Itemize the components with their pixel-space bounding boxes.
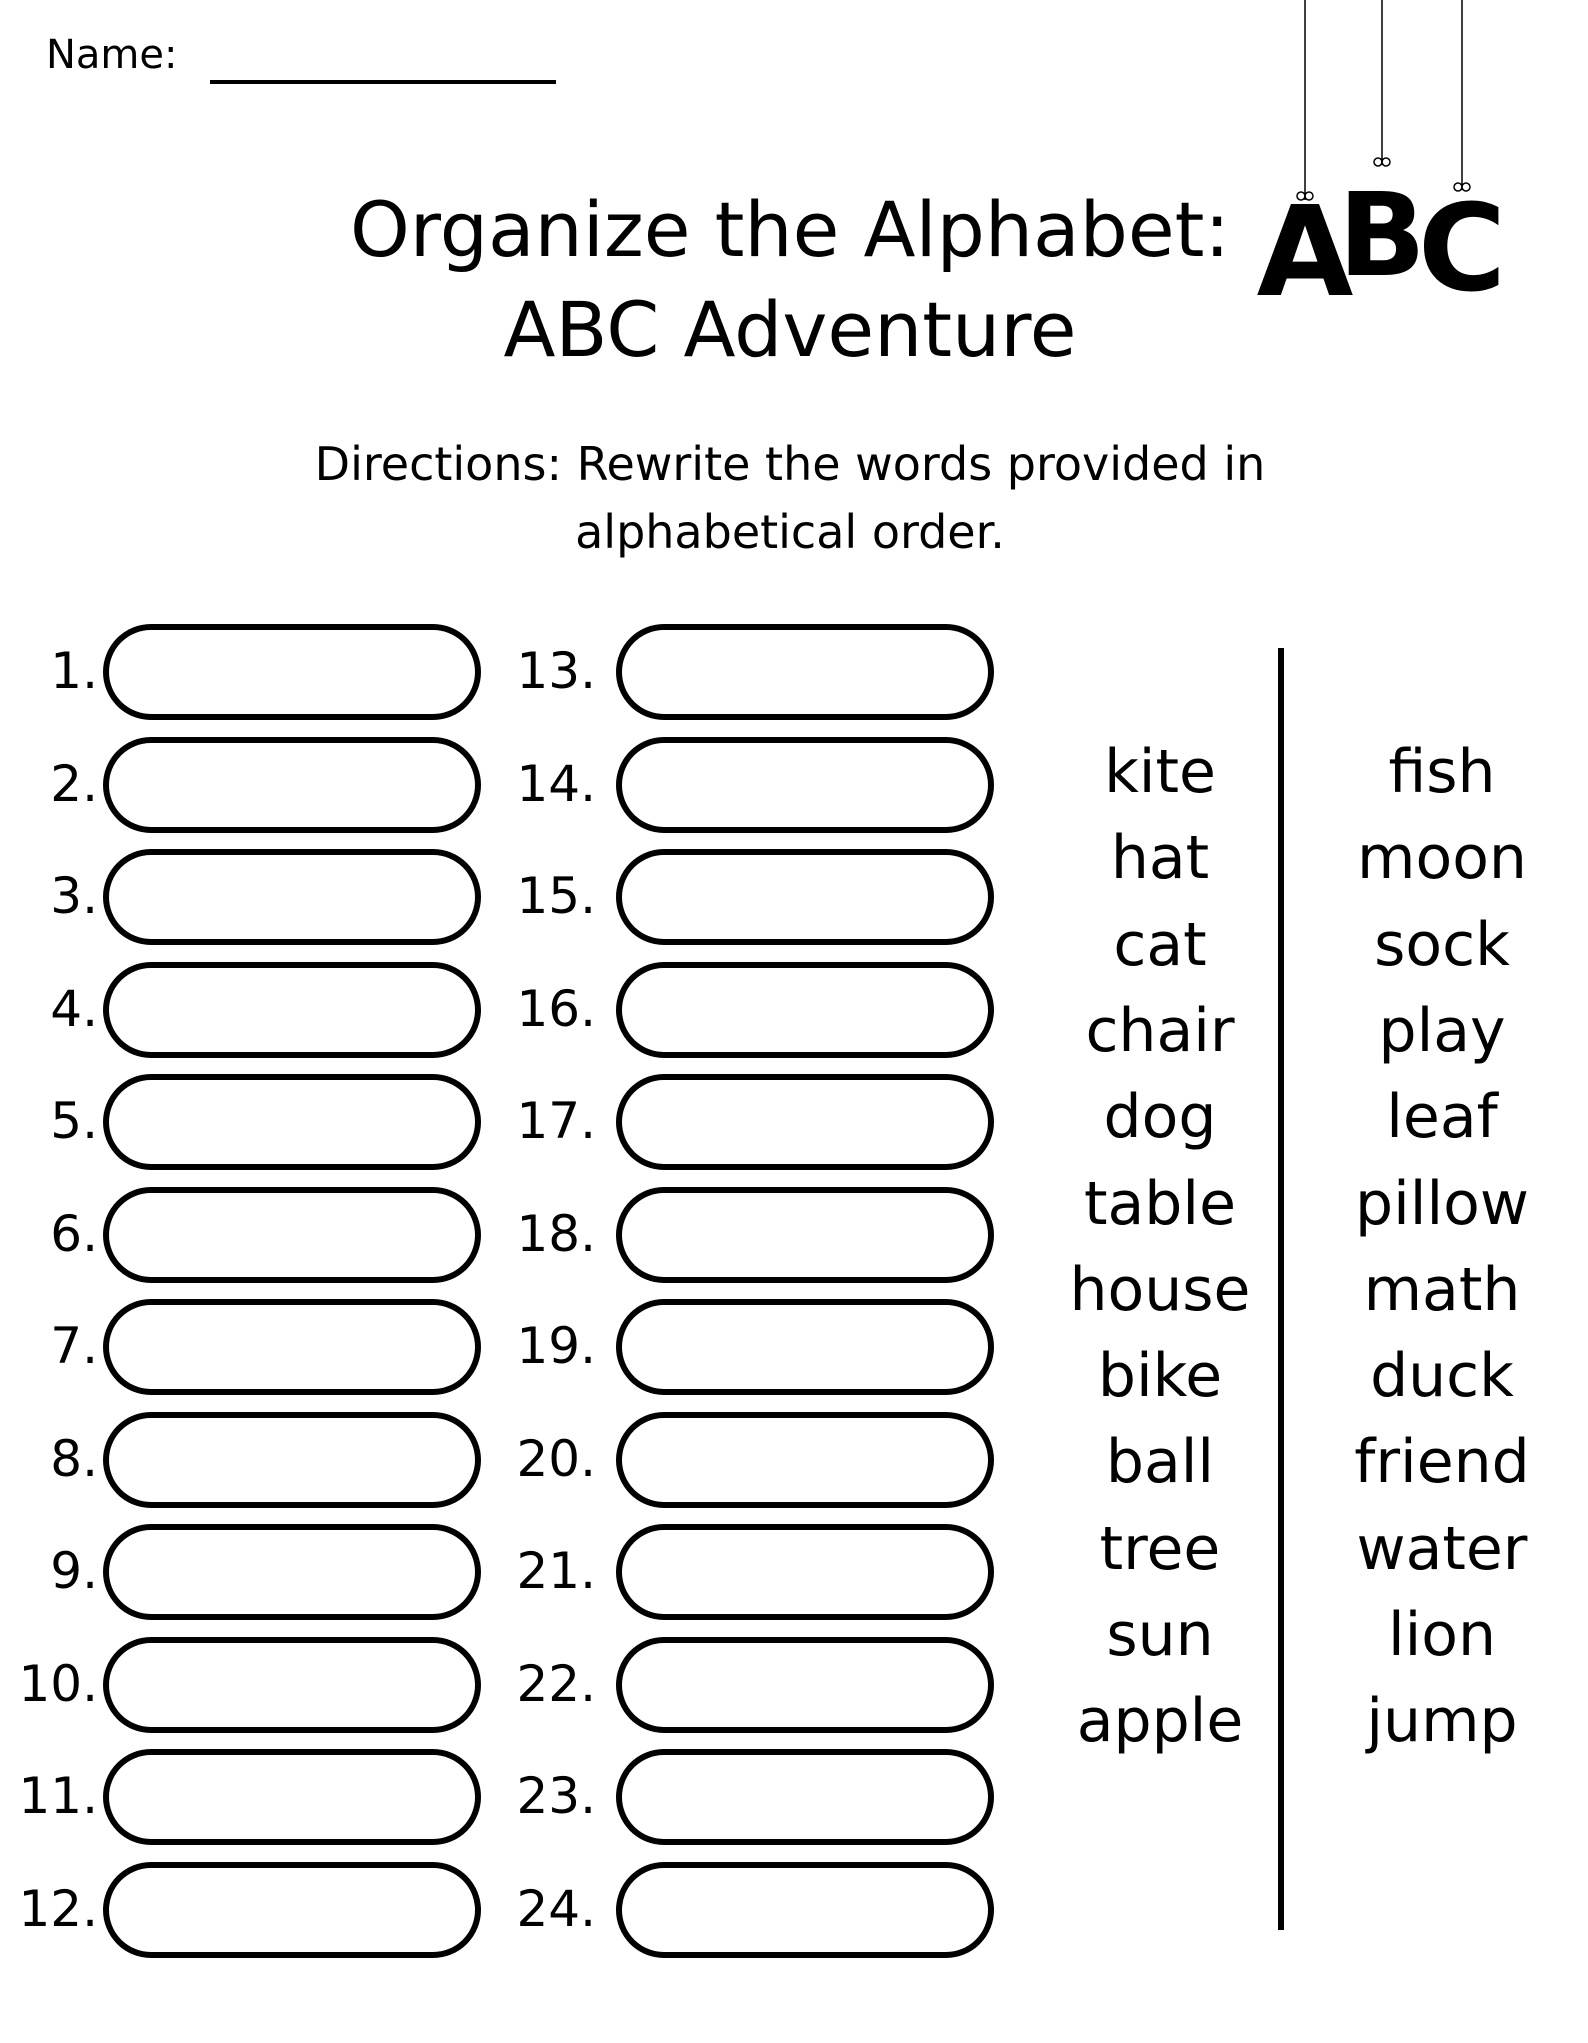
- answer-box[interactable]: [616, 1074, 994, 1170]
- answer-box[interactable]: [616, 962, 994, 1058]
- answer-box[interactable]: [103, 1637, 481, 1733]
- answer-number: 18.: [516, 1204, 596, 1263]
- answer-number: 8.: [50, 1429, 98, 1488]
- answer-number: 20.: [516, 1429, 596, 1488]
- answer-box[interactable]: [103, 1524, 481, 1620]
- name-label: Name:: [46, 32, 178, 78]
- deco-letter-c: C: [1417, 180, 1507, 310]
- answer-box[interactable]: [103, 1187, 481, 1283]
- word-bank-word: apple: [1076, 1686, 1244, 1757]
- word-bank-word: hat: [1110, 823, 1210, 894]
- answer-box[interactable]: [616, 1412, 994, 1508]
- hanging-abc-icon: [1250, 0, 1520, 310]
- word-bank-word: duck: [1370, 1341, 1514, 1412]
- answer-box[interactable]: [616, 1749, 994, 1845]
- answer-number: 11.: [18, 1767, 98, 1825]
- word-bank-word: pillow: [1355, 1168, 1529, 1239]
- answer-number: 16.: [516, 979, 596, 1038]
- word-bank-word: tree: [1099, 1513, 1221, 1584]
- answer-number: 24.: [516, 1879, 596, 1938]
- word-bank-word: leaf: [1386, 1082, 1498, 1153]
- answer-number: 23.: [516, 1767, 596, 1825]
- answer-box[interactable]: [103, 1412, 481, 1508]
- answer-box[interactable]: [103, 737, 481, 833]
- word-bank-word: jump: [1366, 1686, 1518, 1757]
- answer-number: 12.: [18, 1879, 98, 1938]
- word-bank-word: chair: [1085, 995, 1235, 1066]
- answer-number: 3.: [50, 867, 98, 925]
- answer-number: 14.: [516, 754, 596, 813]
- answer-box[interactable]: [103, 1749, 481, 1845]
- answer-box[interactable]: [103, 1299, 481, 1395]
- answer-number: 9.: [50, 1542, 98, 1600]
- word-bank-word: water: [1356, 1513, 1528, 1584]
- deco-letter-a: A: [1256, 180, 1354, 310]
- answer-box[interactable]: [616, 1187, 994, 1283]
- word-bank-word: play: [1378, 995, 1506, 1066]
- answer-box[interactable]: [103, 1074, 481, 1170]
- answer-box[interactable]: [616, 737, 994, 833]
- word-bank-word: ball: [1105, 1427, 1215, 1498]
- answer-box[interactable]: [616, 624, 994, 720]
- word-bank-word: dog: [1103, 1082, 1217, 1153]
- answer-number: 6.: [50, 1204, 98, 1263]
- directions-line-1: Directions: Rewrite the words provided in: [314, 437, 1266, 491]
- answer-number: 15.: [516, 867, 596, 925]
- name-field[interactable]: [210, 80, 556, 84]
- answer-number: 22.: [516, 1654, 596, 1713]
- directions: [270, 430, 1310, 566]
- answer-box[interactable]: [103, 1862, 481, 1958]
- answer-number: 1.: [50, 642, 98, 700]
- word-bank-word: lion: [1387, 1600, 1497, 1670]
- answer-box[interactable]: [616, 1524, 994, 1620]
- word-bank-word: sun: [1106, 1600, 1214, 1670]
- answer-box[interactable]: [616, 1299, 994, 1395]
- page-title: [300, 180, 1280, 380]
- deco-letter-b: B: [1338, 169, 1426, 303]
- word-bank-word: moon: [1357, 823, 1527, 894]
- answer-number: 4.: [50, 979, 98, 1038]
- answer-number: 2.: [50, 754, 98, 813]
- title-line-1: Organize the Alphabet:: [349, 185, 1230, 274]
- answer-number: 10.: [18, 1654, 98, 1713]
- answer-box[interactable]: [103, 624, 481, 720]
- answer-number: 21.: [516, 1542, 596, 1600]
- answer-box[interactable]: [616, 849, 994, 945]
- answer-number: 13.: [516, 642, 596, 700]
- answer-box[interactable]: [616, 1862, 994, 1958]
- word-bank-word: cat: [1113, 909, 1207, 980]
- word-bank-word: math: [1363, 1254, 1521, 1325]
- word-bank-word: friend: [1354, 1427, 1530, 1498]
- answer-number: 17.: [516, 1092, 596, 1150]
- word-bank-word: sock: [1374, 909, 1510, 980]
- answer-number: 19.: [516, 1317, 596, 1375]
- answer-number: 7.: [50, 1317, 98, 1375]
- directions-line-2: alphabetical order.: [575, 505, 1005, 559]
- title-line-2: ABC Adventure: [503, 285, 1077, 374]
- word-bank-word: kite: [1104, 737, 1216, 807]
- answer-box[interactable]: [103, 849, 481, 945]
- answer-box[interactable]: [616, 1637, 994, 1733]
- answer-number: 5.: [50, 1092, 98, 1150]
- word-bank-word: table: [1084, 1168, 1236, 1239]
- word-bank-word: fish: [1388, 737, 1496, 807]
- word-bank-word: bike: [1097, 1341, 1223, 1412]
- answer-box[interactable]: [103, 962, 481, 1058]
- word-bank-word: house: [1069, 1254, 1251, 1325]
